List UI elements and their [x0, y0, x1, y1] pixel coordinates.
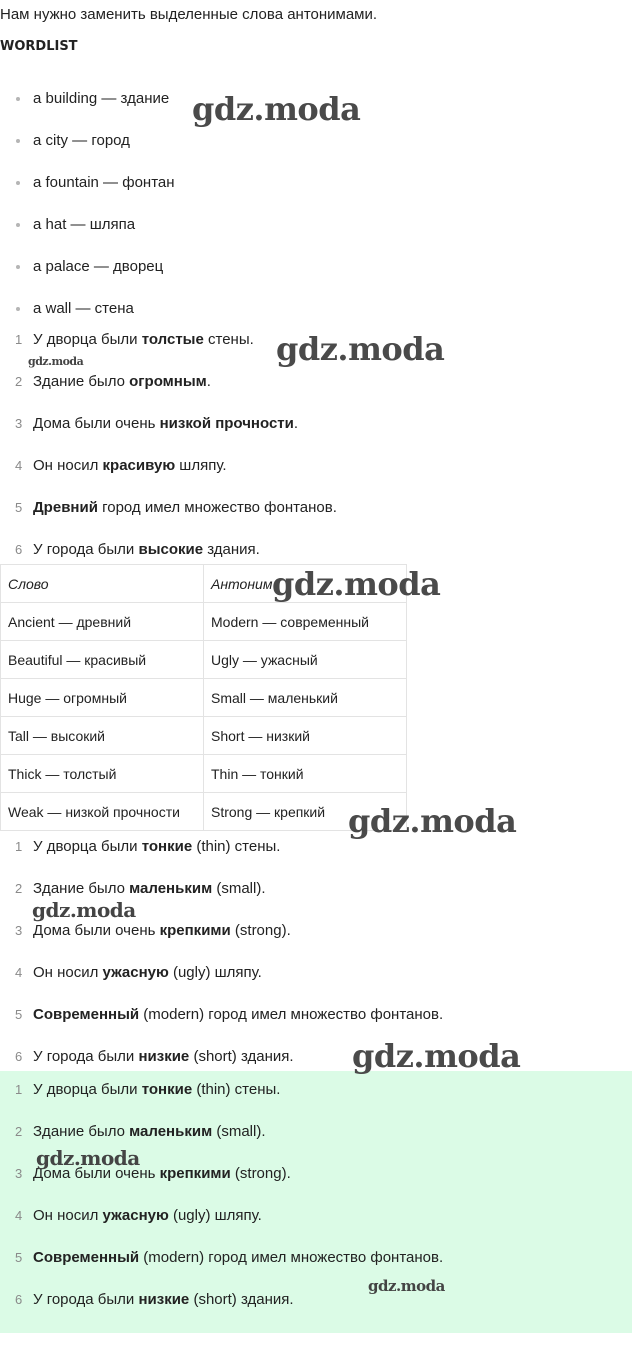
watermark: gdz.moda [192, 90, 361, 128]
answer-word: маленьким [129, 1123, 213, 1140]
answer-word: низкие [138, 1291, 190, 1308]
final-answer-item: 1 У дворца были тонкие (thin) стены. [15, 1081, 281, 1098]
highlighted-word: Древний [33, 499, 98, 516]
answer-word: маленьким [129, 880, 213, 897]
answer-item: 1 У дворца были тонкие (thin) стены. [15, 838, 281, 855]
question-item: 2 Здание было огромным. [15, 373, 211, 390]
final-answer-item: 3 Дома были очень крепкими (strong). [15, 1165, 291, 1182]
answer-word: ужасную [102, 964, 169, 981]
table-header-word: Слово [1, 565, 204, 603]
answer-item: 5 Современный (modern) город имел множество фонтанов. [15, 1006, 444, 1023]
bullet-icon [16, 223, 20, 227]
highlighted-word: огромным [129, 373, 207, 390]
question-item: 6 У города были высокие здания. [15, 541, 260, 558]
answer-word: тонкие [141, 1081, 193, 1098]
watermark: gdz.moda [32, 898, 136, 922]
watermark: gdz.moda [272, 565, 441, 603]
bullet-icon [16, 181, 20, 185]
wordlist [0, 89, 175, 341]
final-answer-item: 2 Здание было маленьким (small). [15, 1123, 266, 1140]
watermark: gdz.moda [276, 330, 445, 368]
answer-item: 4 Он носил ужасную (ugly) шляпу. [15, 964, 262, 981]
highlighted-word: толстые [141, 331, 204, 348]
table-row: Ancient — древний Modern — современный [1, 603, 407, 641]
question-item: 4 Он носил красивую шляпу. [15, 457, 227, 474]
question-item: 3 Дома были очень низкой прочности. [15, 415, 299, 432]
bullet-icon [16, 265, 20, 269]
answer-word: крепкими [159, 922, 231, 939]
watermark: gdz.moda [352, 1037, 521, 1075]
final-answer-item: 5 Современный (modern) город имел множество фонтанов. [15, 1249, 444, 1266]
table-row: Thick — толстый Thin — тонкий [1, 755, 407, 793]
wordlist-item: a palace — дворец [0, 257, 175, 299]
table-row: Weak — низкой прочности Strong — крепкий [1, 793, 407, 831]
answer-item: 2 Здание было маленьким (small). [15, 880, 266, 897]
bullet-icon [16, 97, 20, 101]
bullet-icon [16, 307, 20, 311]
answer-word: тонкие [141, 838, 193, 855]
intro-text: Нам нужно заменить выделенные слова антонимами. [0, 6, 378, 23]
answer-word: Современный [33, 1249, 140, 1266]
highlighted-word: низкой прочности [159, 415, 294, 432]
watermark: gdz.moda [28, 355, 84, 368]
answer-item: 6 У города были низкие (short) здания. [15, 1048, 294, 1065]
wordlist-item: a building — здание [0, 89, 175, 131]
wordlist-item: a city — город [0, 131, 175, 173]
answer-word: низкие [138, 1048, 190, 1065]
final-answer-item: 4 Он носил ужасную (ugly) шляпу. [15, 1207, 262, 1224]
question-item: 5 Древний город имел множество фонтанов. [15, 499, 337, 516]
wordlist-item: a hat — шляпа [0, 215, 175, 257]
watermark: gdz.moda [36, 1146, 140, 1170]
table-row: Huge — огромный Small — маленький [1, 679, 407, 717]
watermark: gdz.moda [348, 802, 517, 840]
answer-item: 3 Дома были очень крепкими (strong). [15, 922, 291, 939]
table-row: Tall — высокий Short — низкий [1, 717, 407, 755]
highlighted-word: высокие [138, 541, 204, 558]
watermark: gdz.moda [368, 1277, 445, 1295]
bullet-icon [16, 139, 20, 143]
wordlist-item: a fountain — фонтан [0, 173, 175, 215]
final-answer-item: 6 У города были низкие (short) здания. [15, 1291, 294, 1308]
highlighted-word: красивую [102, 457, 176, 474]
answer-word: ужасную [102, 1207, 169, 1224]
wordlist-item: a wall — стена [0, 299, 175, 341]
answer-word: крепкими [159, 1165, 231, 1182]
question-item: 1 У дворца были толстые стены. [15, 331, 254, 348]
table-row: Beautiful — красивый Ugly — ужасный [1, 641, 407, 679]
wordlist-title: WORDLIST [0, 39, 78, 54]
answer-word: Современный [33, 1006, 140, 1023]
table-header-antonym: Антоним [204, 565, 407, 603]
antonym-table [0, 564, 407, 831]
